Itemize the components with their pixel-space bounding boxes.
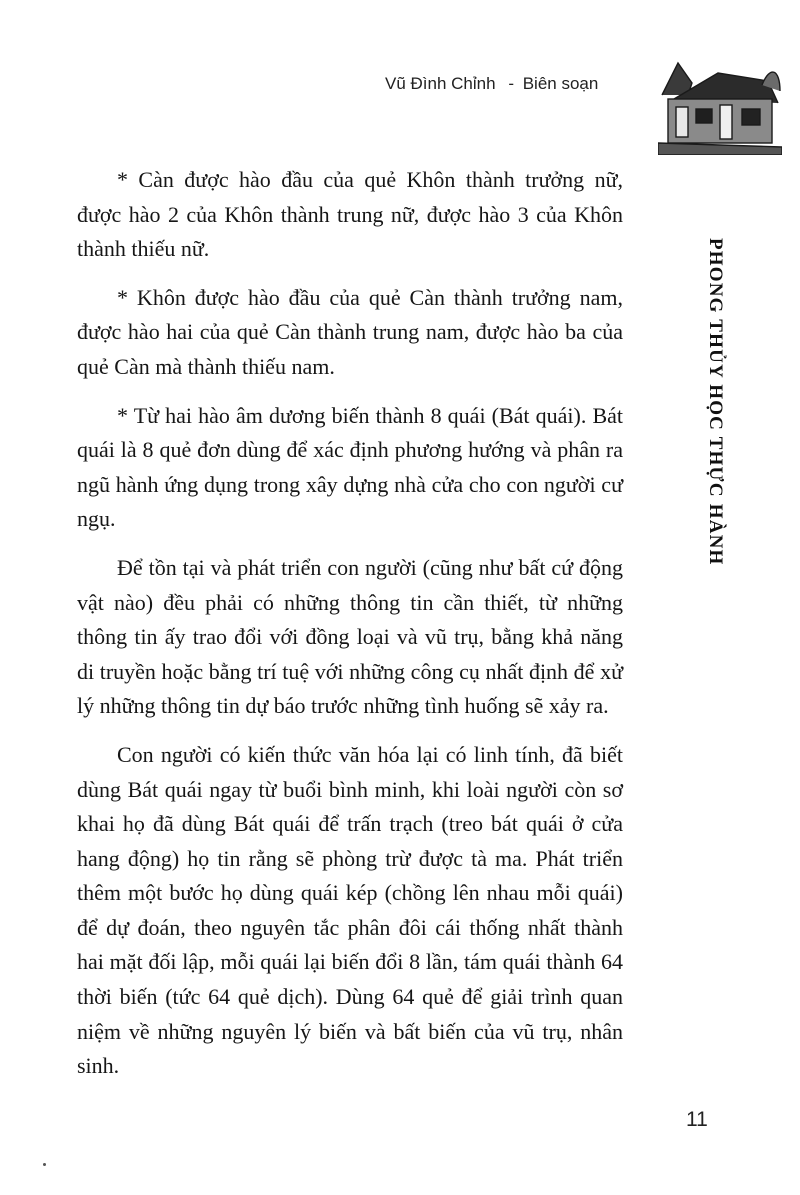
house-sketch-icon [658,55,782,155]
header-role: Biên soạn [522,74,599,93]
paragraph: * Từ hai hào âm dương biến thành 8 quái (Bát quái). Bát quái là 8 quẻ đơn dùng để xác định phương hướng và phân ra ngũ hành ứng dụng trong xây dựng nhà cửa cho con người cư ngụ. [77,402,623,532]
paragraph: * Càn được hào đầu của quẻ Khôn thành trưởng nữ, được hào 2 của Khôn thành trung nữ, được hào 3 của Khôn thành thiếu nữ. [77,167,623,262]
header-author: Vũ Đình Chỉnh [385,74,496,93]
header-separator: - [508,74,514,93]
paragraph: Con người có kiến thức văn hóa lại có linh tính, đã biết dùng Bát quái ngay từ buổi bình minh, khi loài người còn sơ khai họ đã dùng Bát quái để trấn trạch (treo bát quái ở cửa hang động) họ tin rằng sẽ phòng trừ được tà ma. Phát triển thêm một bước họ dùng quái kép (chồng lên nhau mỗi quái) để dự đoán, theo nguyên tắc phân đôi cái thống nhất thành hai mặt đối lập, mỗi quái lại biến đổi 8 lần, tám quái thành 64 thời biến (tức 64 quẻ dịch). Dùng 64 quẻ để giải trình quan niệm về những nguyên lý biến và bất biến của vũ trụ, nhân sinh. [77,741,623,1079]
page-number: 11 [686,1108,708,1131]
vertical-book-title: PHONG THỦY HỌC THỰC HÀNH [705,238,726,566]
paragraph: * Khôn được hào đầu của quẻ Càn thành trưởng nam, được hào hai của quẻ Càn thành trung nam, được hào ba của quẻ Càn mà thành thiếu nam. [77,284,623,379]
scan-speck [43,1163,46,1166]
body-text [77,163,623,1098]
paragraph: Để tồn tại và phát triển con người (cũng như bất cứ động vật nào) đều phải có những thông tin cần thiết, từ những thông tin ấy trao đổi với đồng loại và vũ trụ, bằng khả năng di truyền hoặc bằng trí tuệ với những công cụ nhất định để xử lý những thông tin dự báo trước những tình huống sẽ xảy ra. [77,554,623,719]
running-header [385,74,630,94]
